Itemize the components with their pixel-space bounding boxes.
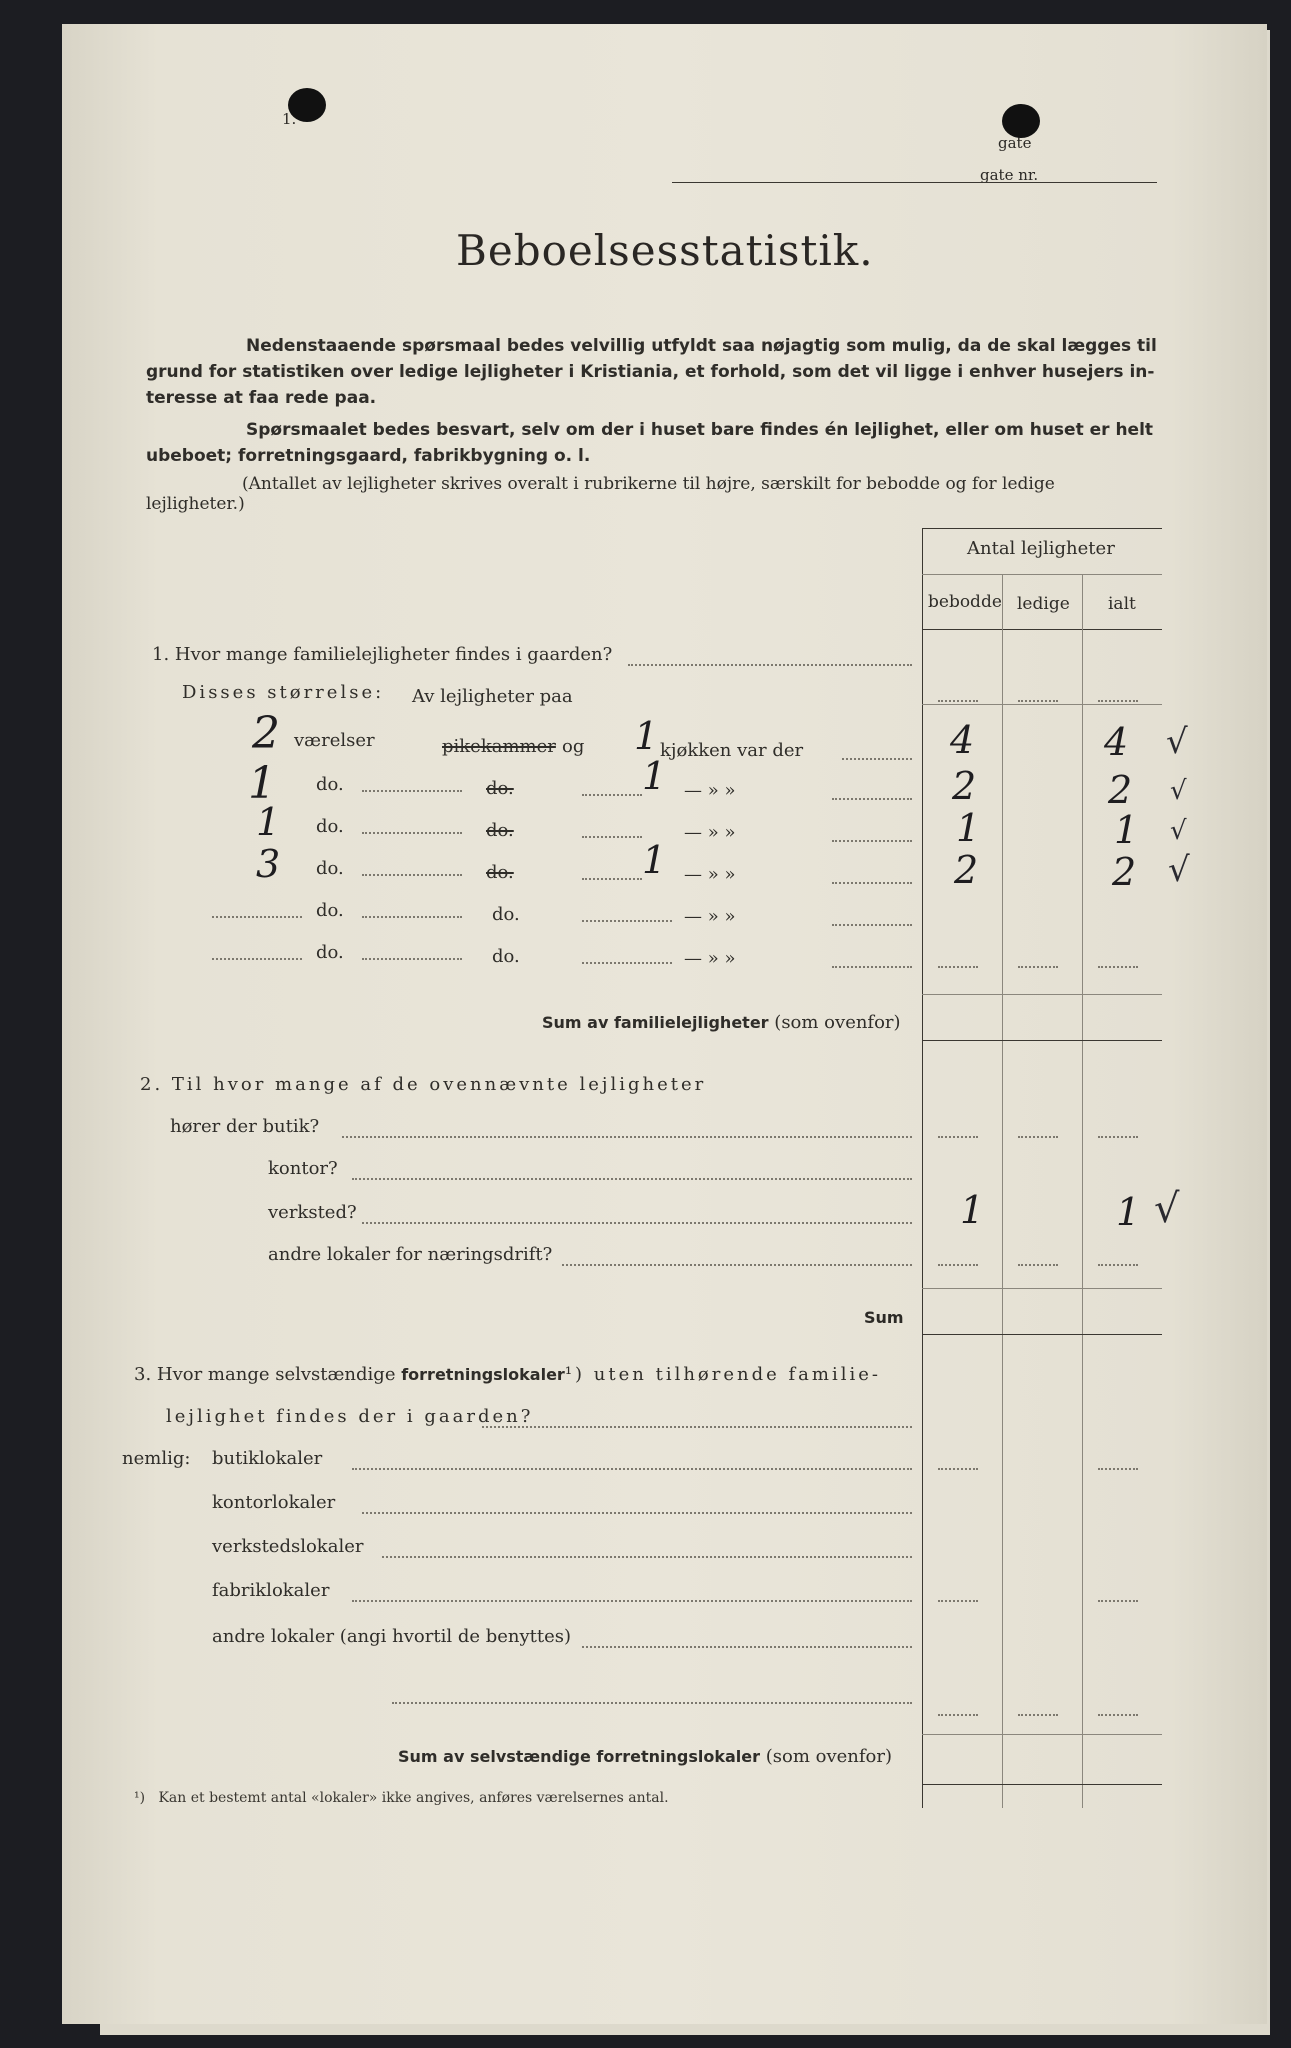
table-header-divider xyxy=(922,574,1162,575)
q1-row5-kitchen: — » » xyxy=(684,906,736,927)
corner-mark: 1. xyxy=(282,110,297,128)
q3-line2: lejlighet findes der i gaarden? xyxy=(166,1406,534,1427)
footnote-mark: ¹) xyxy=(134,1790,146,1806)
q1-row6-pike: do. xyxy=(492,946,520,967)
q3-item-fabrik-dots xyxy=(352,1600,912,1602)
q2-line1: 2. Til hvor mange af de ovennævnte lejligheter xyxy=(140,1074,707,1095)
cell-dots xyxy=(1018,1264,1058,1266)
intro-line-5: ubeboet; forretningsgaard, fabrikbygning o. l. xyxy=(146,446,591,466)
q1-row1-pike: pikekammer xyxy=(442,736,556,757)
q1-row5-dots-b xyxy=(582,920,672,922)
q1-sum xyxy=(542,1012,901,1033)
q1-row2-dots-a xyxy=(362,790,462,792)
q3-sum-rest: (som ovenfor) xyxy=(765,1746,892,1767)
q1-sizes-sub: Av lejligheter paa xyxy=(412,686,573,707)
q1-row2-rooms: do. xyxy=(316,774,344,795)
cell-dots xyxy=(1018,966,1058,968)
row-divider-sum2 xyxy=(922,1288,1162,1289)
q1-row3-pike: do. xyxy=(486,820,514,841)
q1-row3-dots-c xyxy=(832,840,912,842)
q2-andre-dots xyxy=(562,1264,912,1266)
q1-row3-hand-rooms: 1 xyxy=(256,800,281,844)
q1-row3-check: √ xyxy=(1170,816,1187,846)
q1-row4-dots-a xyxy=(362,874,462,876)
q1-row6-dots-b xyxy=(582,962,672,964)
col-divider-1 xyxy=(1002,574,1003,1808)
q1-row4-bebodde: 2 xyxy=(954,848,979,892)
q1-row6-kitchen: — » » xyxy=(684,948,736,969)
q3-item-butik: butiklokaler xyxy=(212,1448,323,1469)
q1-row1-hand-rooms: 2 xyxy=(252,708,280,759)
q3-line1 xyxy=(134,1364,881,1385)
col-ledige-header: ledige xyxy=(1017,594,1070,614)
q2-kontor: kontor? xyxy=(268,1158,338,1179)
q3-sum-bold: Sum av selvstændige forretningslokaler xyxy=(398,1747,760,1766)
q3-item-andre-dots xyxy=(582,1646,912,1648)
intro-line-4: Spørsmaalet bedes besvart, selv om der i huset bare findes én lejlighet, eller om huset er helt xyxy=(246,420,1154,440)
q1-row4-dots-b xyxy=(582,878,642,880)
q1-row3-bebodde: 1 xyxy=(956,806,981,850)
cell-dots xyxy=(938,1136,978,1138)
q1-row3-dots-b xyxy=(582,836,642,838)
rule-after-q1 xyxy=(922,1040,1162,1041)
q3-sum-dots xyxy=(392,1702,912,1704)
q1-row5-dots-rooms xyxy=(212,916,302,918)
q1-row1-rooms: værelser xyxy=(294,730,375,751)
q1-sizes-label: Disses størrelse: xyxy=(182,682,385,703)
q2-verksted-ialt: 1 xyxy=(1116,1190,1141,1234)
q3-sum xyxy=(398,1746,892,1767)
q1-row4-hand-rooms: 3 xyxy=(256,842,281,886)
q2-verksted: verksted? xyxy=(268,1202,357,1223)
table-header-bottom-rule xyxy=(922,629,1162,630)
q3-item-andre: andre lokaler (angi hvortil de benyttes) xyxy=(212,1626,572,1647)
q1-row5-pike: do. xyxy=(492,904,520,925)
cell-dots xyxy=(938,1714,978,1716)
q1-row6-dots-a xyxy=(362,958,462,960)
q2-sum: Sum xyxy=(864,1308,904,1327)
q1-row5-dots-a xyxy=(362,916,462,918)
q1-row5-rooms: do. xyxy=(316,900,344,921)
cell-dots xyxy=(938,1468,978,1470)
q2-kontor-dots xyxy=(352,1178,912,1180)
q1-row3-dots-a xyxy=(362,832,462,834)
intro-line-7: lejligheter.) xyxy=(146,494,245,514)
q1-row3-kitchen: — » » xyxy=(684,822,736,843)
q1-row2-hand-kitchen: 1 xyxy=(642,754,667,798)
q1-row4-check: √ xyxy=(1168,850,1190,890)
q1-row2-pike: do. xyxy=(486,778,514,799)
cell-dots xyxy=(1018,1714,1058,1716)
q3-item-verksted-dots xyxy=(382,1556,912,1558)
q1-row2-check: √ xyxy=(1170,776,1187,806)
table-top-rule xyxy=(922,528,1162,529)
col-ialt-header: ialt xyxy=(1108,594,1136,614)
q1-question: 1. Hvor mange familielejligheter findes i gaarden? xyxy=(152,644,613,665)
cell-dots xyxy=(938,1600,978,1602)
cell-dots xyxy=(1018,1136,1058,1138)
q3-item-kontor-dots xyxy=(362,1512,912,1514)
q3-line2-dots xyxy=(482,1426,912,1428)
col-bebodde-header: bebodde xyxy=(928,592,1002,612)
q1-row2-kitchen: — » » xyxy=(684,780,736,801)
page-title: Beboelsesstatistik. xyxy=(456,226,874,275)
cell-dots xyxy=(1098,1600,1138,1602)
q2-verksted-bebodde: 1 xyxy=(960,1188,985,1232)
q1-row4-ialt: 2 xyxy=(1112,850,1137,894)
cell-dots xyxy=(1098,1468,1138,1470)
q3-line1-b: ¹) uten tilhørende familie- xyxy=(564,1364,881,1385)
q1-row1-kitchen: kjøkken var der xyxy=(660,740,804,761)
q1-row2-dots-b xyxy=(582,794,642,796)
q1-row2-bebodde: 2 xyxy=(952,764,977,808)
q2-verksted-check: √ xyxy=(1154,1186,1180,1232)
q1-sum-bold: Sum av familielejligheter xyxy=(542,1013,769,1032)
table-bottom-rule xyxy=(922,1784,1162,1785)
row-divider-sum3 xyxy=(922,1734,1162,1735)
q1-row3-ialt: 1 xyxy=(1114,808,1139,852)
q1-row1-check: √ xyxy=(1166,722,1188,762)
row-divider-q1 xyxy=(922,704,1162,705)
footnote-text: Kan et bestemt antal «lokaler» ikke angives, anføres værelsernes antal. xyxy=(158,1790,669,1806)
q1-row3-rooms: do. xyxy=(316,816,344,837)
gate-label: gate xyxy=(998,134,1032,152)
q1-leader-dots xyxy=(628,664,912,666)
q1-row4-kitchen: — » » xyxy=(684,864,736,885)
intro-line-2: grund for statistiken over ledige lejligheter i Kristiania, et forhold, som det vil ligge i enhver husejers in- xyxy=(146,362,1155,382)
q3-line1-bold: forretningslokaler xyxy=(401,1365,565,1384)
q1-row6-dots-rooms xyxy=(212,958,302,960)
q3-item-butik-dots xyxy=(352,1468,912,1470)
footnote xyxy=(134,1790,669,1806)
q1-row4-hand-kitchen: 1 xyxy=(642,838,667,882)
q2-butik: hører der butik? xyxy=(170,1116,320,1137)
cell-dots xyxy=(1098,700,1138,702)
q1-sum-rest: (som ovenfor) xyxy=(774,1012,901,1033)
cell-dots xyxy=(1018,700,1058,702)
q3-line1-a: 3. Hvor mange selvstændige xyxy=(134,1364,396,1385)
cell-dots xyxy=(938,966,978,968)
q1-row1-dots xyxy=(842,758,912,760)
q1-row1-bebodde: 4 xyxy=(950,718,975,762)
q2-andre: andre lokaler for næringsdrift? xyxy=(268,1244,553,1265)
q2-verksted-dots xyxy=(362,1222,912,1224)
form-page xyxy=(62,24,1267,2024)
q1-row4-rooms: do. xyxy=(316,858,344,879)
q1-row6-rooms: do. xyxy=(316,942,344,963)
q1-row4-pike: do. xyxy=(486,862,514,883)
row-divider-sum1 xyxy=(922,994,1162,995)
intro-line-6: (Antallet av lejligheter skrives overalt i rubrikerne til højre, særskilt for bebodde og for ledige xyxy=(242,474,1055,494)
q1-row1-ialt: 4 xyxy=(1104,720,1129,764)
q2-butik-dots xyxy=(342,1136,912,1138)
col-divider-2 xyxy=(1082,574,1083,1808)
q1-row2-ialt: 2 xyxy=(1108,768,1133,812)
q1-row1-og: og xyxy=(562,736,585,757)
q1-row2-hand-rooms: 1 xyxy=(248,758,276,809)
cell-dots xyxy=(1098,1264,1138,1266)
q1-row4-dots-c xyxy=(832,882,912,884)
cell-dots xyxy=(938,700,978,702)
q3-item-kontor: kontorlokaler xyxy=(212,1492,336,1513)
q3-item-fabrik: fabriklokaler xyxy=(212,1580,330,1601)
gate-nr-label: gate nr. xyxy=(980,166,1039,184)
table-left-rule xyxy=(922,528,923,1808)
cell-dots xyxy=(938,1264,978,1266)
q1-row5-dots-c xyxy=(832,924,912,926)
punch-hole-right xyxy=(1002,104,1040,138)
rule-after-q2 xyxy=(922,1334,1162,1335)
q3-nemlig: nemlig: xyxy=(122,1448,191,1469)
gate-nr-line xyxy=(672,182,1157,183)
q1-row1-hand-kitchen: 1 xyxy=(634,714,659,758)
q1-row2-dots-c xyxy=(832,798,912,800)
intro-line-3: teresse at faa rede paa. xyxy=(146,388,377,408)
cell-dots xyxy=(1098,1714,1138,1716)
cell-dots xyxy=(1098,966,1138,968)
table-header-group: Antal lejligheter xyxy=(967,538,1115,559)
intro-line-1: Nedenstaaende spørsmaal bedes velvillig utfyldt saa nøjagtig som mulig, da de skal lægges til xyxy=(246,336,1157,356)
q1-row6-dots-c xyxy=(832,966,912,968)
cell-dots xyxy=(1098,1136,1138,1138)
q3-item-verksted: verkstedslokaler xyxy=(212,1536,364,1557)
